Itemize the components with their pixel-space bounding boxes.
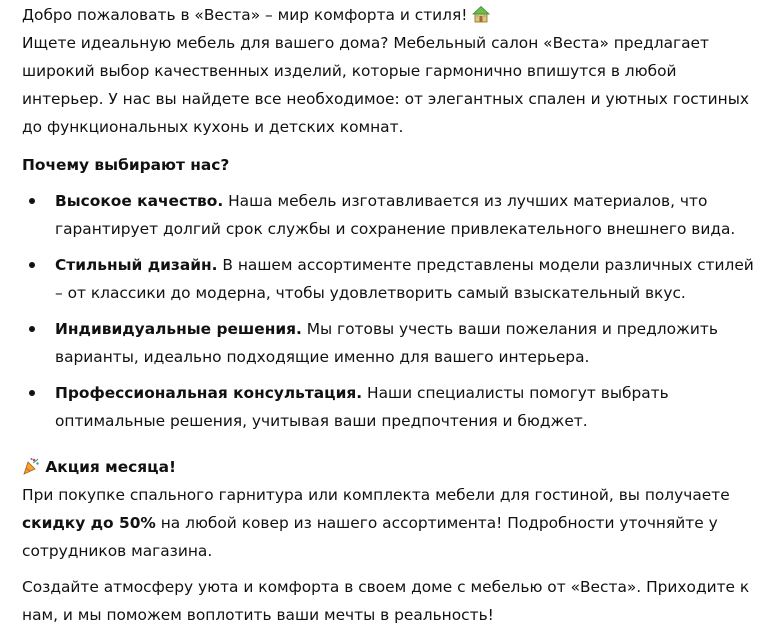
closing-text: Создайте атмосферу уюта и комфорта в своем доме с мебелью от «Веста». Приходите к нам, и мы поможем воплотить ваши мечты в реальность! bbox=[22, 578, 750, 624]
document bbox=[22, 0, 762, 629]
benefit-title: Индивидуальные решения. bbox=[55, 320, 302, 338]
party-popper-icon bbox=[22, 456, 40, 474]
bullet-icon bbox=[29, 326, 35, 332]
promo-section bbox=[22, 453, 762, 565]
bullet-icon bbox=[29, 262, 35, 268]
benefit-text: Наша мебель изготавливается из лучших материалов, что гарантирует долгий срок службы и сохранение привлекательного внешнего вида. bbox=[55, 192, 736, 238]
promo-text-after: на любой ковер из нашего ассортимента! Подробности уточняйте у сотрудников магазина. bbox=[22, 514, 718, 560]
promo-text bbox=[22, 481, 762, 565]
benefit-text: В нашем ассортименте представлены модели различных стилей – от классики до модерна, чтобы удовлетворить самый взыскательный вкус. bbox=[55, 256, 754, 302]
benefit-text: Мы готовы учесть ваши пожелания и предложить варианты, идеально подходящие именно для вашего интерьера. bbox=[55, 320, 718, 366]
benefit-title: Стильный дизайн. bbox=[55, 256, 218, 274]
benefit-title: Высокое качество. bbox=[55, 192, 224, 210]
promo-text-before: При покупке спального гарнитура или комплекта мебели для гостиной, вы получаете bbox=[22, 486, 730, 504]
bullet-icon bbox=[29, 198, 35, 204]
list-item bbox=[22, 187, 762, 243]
benefit-title: Профессиональная консультация. bbox=[55, 384, 363, 402]
list-item bbox=[22, 379, 762, 435]
list-item bbox=[22, 315, 762, 371]
list-item bbox=[22, 251, 762, 307]
benefits-list bbox=[22, 187, 762, 435]
benefit-text: Наши специалисты помогут выбрать оптимальные решения, учитывая ваши предпочтения и бюджет. bbox=[55, 384, 669, 430]
bullet-icon bbox=[29, 390, 35, 396]
promo-heading-line bbox=[22, 453, 762, 481]
promo-heading: Акция месяца! bbox=[45, 458, 176, 476]
why-heading: Почему выбирают нас? bbox=[22, 156, 230, 174]
intro-title-line bbox=[22, 1, 762, 29]
intro-title: Добро пожаловать в «Веста» – мир комфорта и стиля! bbox=[22, 6, 468, 24]
house-icon bbox=[472, 4, 490, 22]
promo-highlight: скидку до 50% bbox=[22, 514, 156, 532]
intro-text: Ищете идеальную мебель для вашего дома? Мебельный салон «Веста» предлагает широкий выбор качественных изделий, которые гармонично впишутся в любой интерьер. У нас вы найдете все необходимое: от элегантных спален и уютных гостиных до функциональных кухонь и детских комнат. bbox=[22, 34, 749, 136]
